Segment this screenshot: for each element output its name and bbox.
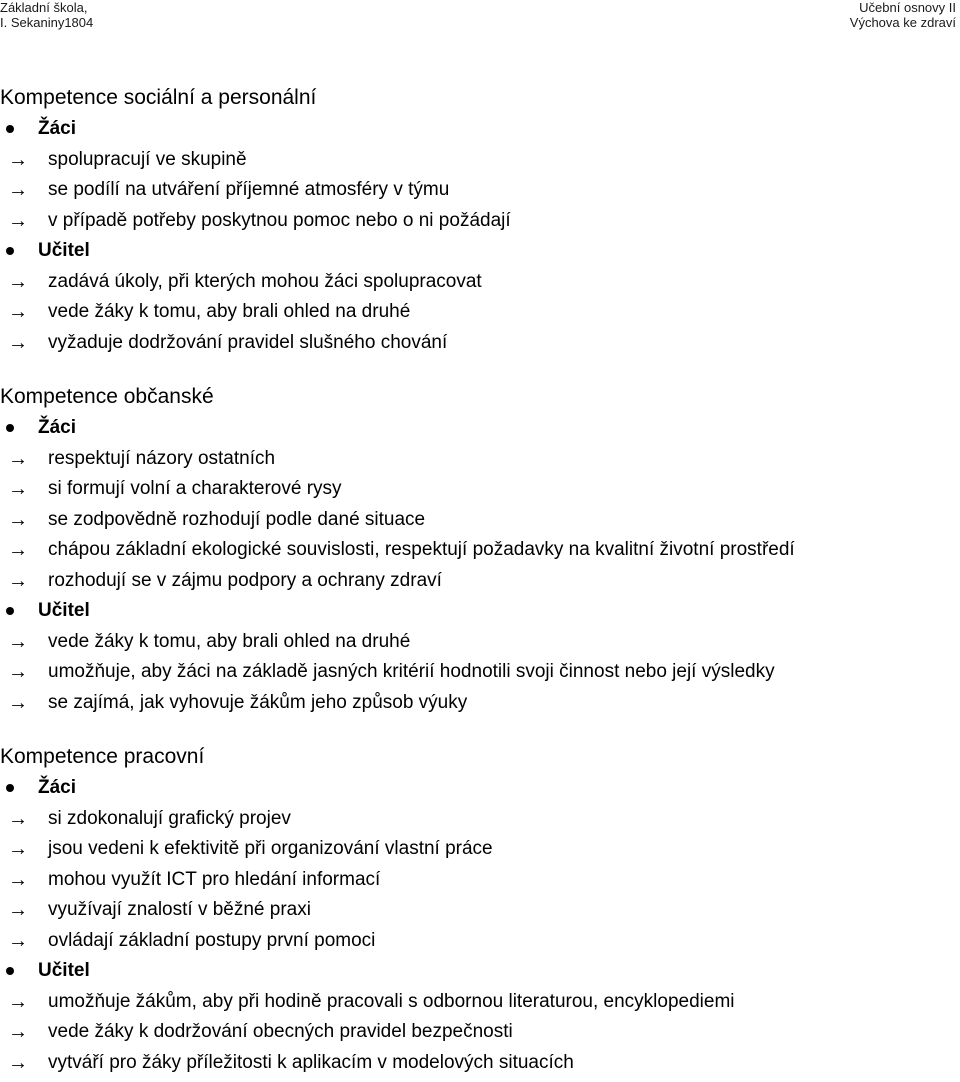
list-item-text: se zajímá, jak vyhovuje žákům jeho způsob výuky	[48, 691, 468, 713]
list-item-text: mohou využít ICT pro hledání informací	[48, 868, 381, 890]
list-item-text: se zodpovědně rozhodují podle dané situace	[48, 508, 426, 530]
list-item-text: ovládají základní postupy první pomoci	[48, 929, 376, 951]
list-item	[0, 505, 960, 536]
arrow-right-icon: →	[8, 807, 28, 830]
competence-section	[0, 745, 960, 1078]
list-item	[0, 1048, 960, 1079]
bullet-icon	[6, 125, 14, 133]
list-item	[0, 804, 960, 835]
list-item	[0, 145, 960, 176]
list-item	[0, 865, 960, 896]
list-item-text: si zdokonalují grafický projev	[48, 807, 291, 829]
list-item-text: vede žáky k dodržování obecných pravidel bezpečnosti	[48, 1021, 513, 1042]
bullet-icon	[6, 967, 14, 975]
arrow-right-icon: →	[8, 1051, 28, 1074]
list-item-text: si formují volní a charakterové rysy	[48, 478, 342, 499]
list-item	[0, 267, 960, 298]
bullet-icon	[6, 784, 14, 792]
list-item-text: se podílí na utváření příjemné atmosféry v týmu	[48, 179, 450, 200]
arrow-right-icon: →	[8, 478, 28, 500]
arrow-right-icon: →	[8, 990, 28, 1013]
arrow-right-icon: →	[8, 630, 28, 653]
list-item-text: v případě potřeby poskytnou pomoc nebo o ni požádají	[48, 209, 511, 231]
arrow-right-icon: →	[8, 331, 28, 354]
arrow-right-icon: →	[8, 1021, 28, 1043]
school-name: Základní škola,	[0, 0, 88, 15]
competence-section	[0, 385, 960, 718]
list-item	[0, 444, 960, 475]
list-item	[0, 1017, 960, 1048]
list-item-text: umožňuje žákům, aby při hodině pracovali s odbornou literaturou, encyklopediemi	[48, 990, 735, 1012]
arrow-right-icon: →	[8, 868, 28, 891]
list-item	[0, 987, 960, 1018]
bullet-icon	[6, 424, 14, 432]
arrow-right-icon: →	[8, 691, 28, 714]
list-item	[0, 297, 960, 328]
list-item	[0, 474, 960, 505]
page-header-right	[850, 0, 956, 30]
list-item-text: jsou vedeni k efektivitě při organizování vlastní práce	[48, 838, 493, 859]
role-label: Učitel	[38, 600, 90, 621]
arrow-right-icon: →	[8, 838, 28, 860]
arrow-right-icon: →	[8, 270, 28, 293]
role-row	[0, 956, 960, 987]
list-item	[0, 175, 960, 206]
role-row	[0, 596, 960, 627]
arrow-right-icon: →	[8, 508, 28, 531]
list-item-text: zadává úkoly, při kterých mohou žáci spolupracovat	[48, 270, 482, 292]
list-item	[0, 627, 960, 658]
role-row	[0, 114, 960, 145]
role-label: Žáci	[38, 777, 77, 798]
list-item-text: vede žáky k tomu, aby brali ohled na druhé	[48, 301, 411, 322]
list-item-text: vede žáky k tomu, aby brali ohled na druhé	[48, 630, 411, 652]
school-address: I. Sekaniny1804	[0, 15, 94, 30]
role-row	[0, 773, 960, 804]
list-item-text: chápou základní ekologické souvislosti, respektují požadavky na kvalitní životní prostředí	[48, 539, 795, 560]
bullet-icon	[6, 607, 14, 615]
competence-section	[0, 86, 960, 358]
role-label: Učitel	[38, 240, 90, 261]
arrow-right-icon: →	[8, 148, 28, 171]
list-item	[0, 895, 960, 926]
subject-name: Výchova ke zdraví	[849, 15, 956, 30]
list-item	[0, 834, 960, 865]
role-label: Žáci	[38, 417, 77, 438]
list-item-text: spolupracují ve skupině	[48, 148, 247, 170]
document-title: Učební osnovy II	[859, 0, 956, 15]
list-item-text: využívají znalostí v běžné praxi	[48, 899, 311, 920]
arrow-right-icon: →	[8, 899, 28, 921]
list-item	[0, 535, 960, 566]
arrow-right-icon: →	[8, 539, 28, 561]
arrow-right-icon: →	[8, 929, 28, 952]
page-header-left	[0, 0, 93, 30]
list-item-text: vytváří pro žáky příležitosti k aplikacím v modelových situacích	[48, 1051, 574, 1073]
arrow-right-icon: →	[8, 179, 28, 201]
list-item	[0, 657, 960, 688]
arrow-right-icon: →	[8, 661, 28, 683]
role-label: Žáci	[38, 118, 77, 139]
role-row	[0, 236, 960, 267]
list-item	[0, 566, 960, 597]
arrow-right-icon: →	[8, 447, 28, 470]
role-label: Učitel	[38, 960, 90, 981]
list-item-text: vyžaduje dodržování pravidel slušného chování	[48, 331, 448, 353]
list-item-text: respektují názory ostatních	[48, 447, 276, 469]
role-row	[0, 413, 960, 444]
bullet-icon	[6, 247, 14, 255]
arrow-right-icon: →	[8, 301, 28, 323]
section-heading: Kompetence pracovní	[0, 745, 205, 768]
section-heading: Kompetence občanské	[0, 385, 214, 408]
section-heading: Kompetence sociální a personální	[0, 86, 317, 109]
list-item	[0, 328, 960, 359]
list-item	[0, 688, 960, 719]
arrow-right-icon: →	[8, 209, 28, 232]
arrow-right-icon: →	[8, 569, 28, 592]
list-item-text: rozhodují se v zájmu podpory a ochrany zdraví	[48, 569, 442, 591]
list-item	[0, 926, 960, 957]
list-item-text: umožňuje, aby žáci na základě jasných kritérií hodnotili svoji činnost nebo její výsledky	[48, 661, 775, 682]
list-item	[0, 206, 960, 237]
